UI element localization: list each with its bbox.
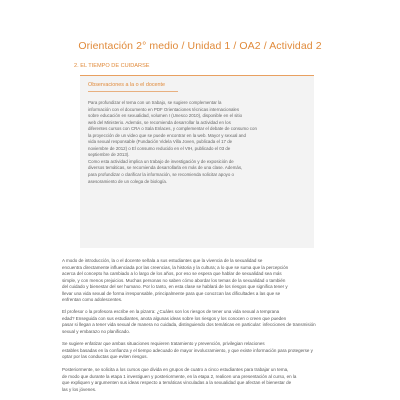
paragraph-line: El profesor o la profesora escribe en la pizarra: ¿Cuáles son los riesgos de tener una vida sexual a temprana bbox=[62, 309, 280, 314]
paragraph-emphasis bbox=[62, 341, 344, 361]
paragraph-line: encuentra directamente influenciada por las creencias, la historia y la cultura; a lo que se suma que la percepción bbox=[62, 264, 289, 270]
paragraph-question bbox=[62, 309, 344, 335]
paragraph-line: del cuidado y bienestar del ser humano. Por lo tanto, en esta clase se hablará de los riesgos que significa tener y bbox=[62, 284, 288, 290]
paragraph-line: llevar una vida sexual de forma irresponsable, principalmente para que conozcan las dificultades a las que se bbox=[62, 290, 281, 296]
paragraph-line: las y los jóvenes. bbox=[62, 386, 97, 392]
paragraph-line: acerca del concepto ha cambiado a lo largo de los años, por eso se espera que hablar de sexualidad sea más bbox=[62, 271, 282, 277]
teacher-notes-line: información con el documento en PDF Orientaciones técnicas internacionales bbox=[88, 106, 240, 112]
paragraph-line: edad? Enseguida con sus estudiantes, anota algunas ideas sobre los riesgos y los conocen o creen que pueden bbox=[62, 315, 287, 321]
paragraph-line: Posteriormente, se solicita a los cursos que divida en grupos de cuatro a cinco estudiantes para trabajar un tema, bbox=[62, 367, 289, 372]
teacher-notes-line: Como esta actividad implica un trabajo de investigación y de exposición de bbox=[88, 158, 234, 164]
paragraph-line: A modo de introducción, la o el docente señala a sus estudiantes que la vivencia de la sexualidad se bbox=[62, 258, 263, 263]
paragraph-line: simple, y con menos prejuicios. Muchas personas no saben cómo abordar los temas de la sexualidad o también bbox=[62, 277, 286, 283]
paragraph-line: estables basadas en la confianza y el tiempo adecuado de mayor involucramiento, y que existe información para protegerse y bbox=[62, 347, 313, 353]
teacher-notes-box bbox=[80, 75, 314, 248]
teacher-notes-title: Observaciones a la o el docente bbox=[88, 82, 178, 92]
teacher-notes-line: web del Ministerio. Además, se recomienda desarrollar la actividad en los bbox=[88, 119, 231, 125]
teacher-notes-line: vida sexual responsable (Fundación Videla Villa Joven, publicada el 17 de bbox=[88, 139, 233, 145]
teacher-notes-line: diversos temáticas, se recomienda desarrollarla en más de una clase. Además, bbox=[88, 165, 243, 171]
paragraph-line: Se sugiere enfatizar que ambas situaciones requieren tratamiento y prevención, privilegian relaciones bbox=[62, 341, 265, 346]
paragraph-line: que expliquen y argumenten sus ideas respecto a temáticas vinculadas a la sexualidad que afectan el bienestar de bbox=[62, 380, 292, 386]
section-heading: 2. EL TIEMPO DE CUIDARSE bbox=[74, 63, 150, 69]
paragraph-line: enfrentan como adolescentes. bbox=[62, 297, 123, 303]
teacher-notes-line: noviembre de 2012) o El consumo reducido en el VIH, publicado el 03 de bbox=[88, 145, 231, 151]
teacher-notes-line: Para profundizar el tema con un trabajo, se sugiere complementar la bbox=[88, 100, 222, 105]
paragraph-line: pasar si llegan a tener vida sexual de manera no cuidada, distinguiendo dos temáticas en particular: infecciones de transmisión bbox=[62, 322, 316, 328]
paragraph-groups bbox=[62, 367, 344, 393]
teacher-notes-line: asesoramiento de un colega de biología. bbox=[88, 178, 168, 184]
paragraph-intro bbox=[62, 258, 344, 304]
teacher-notes-line: la proyección de un video que se puede encontrar en la web. Mayor y sexual and bbox=[88, 132, 246, 138]
paragraph-line: sexual y embarazo no planificado. bbox=[62, 328, 131, 334]
teacher-notes-line: septiembre de 2013). bbox=[88, 152, 130, 158]
teacher-notes-line: diferentes cursos con CRA o Sala Enlaces, y complementar el debate de consumo con bbox=[88, 126, 257, 132]
paragraph-line: optar por las conductas que eviten riesgos. bbox=[62, 354, 148, 360]
teacher-notes-line: para profundizar o clarificar la información, se recomienda solicitar apoyo o bbox=[88, 172, 234, 178]
page-title: Orientación 2° medio / Unidad 1 / OA2 / Actividad 2 bbox=[78, 40, 322, 52]
teacher-notes-line: sobre educación en sexualidad, volumen I (Unesco 2010), disponible en el sitio bbox=[88, 113, 243, 119]
paragraph-line: de modo que durante la etapa 1 investiguen y posteriormente, en la etapa 2, realicen una presentación al curso, en la bbox=[62, 373, 297, 379]
